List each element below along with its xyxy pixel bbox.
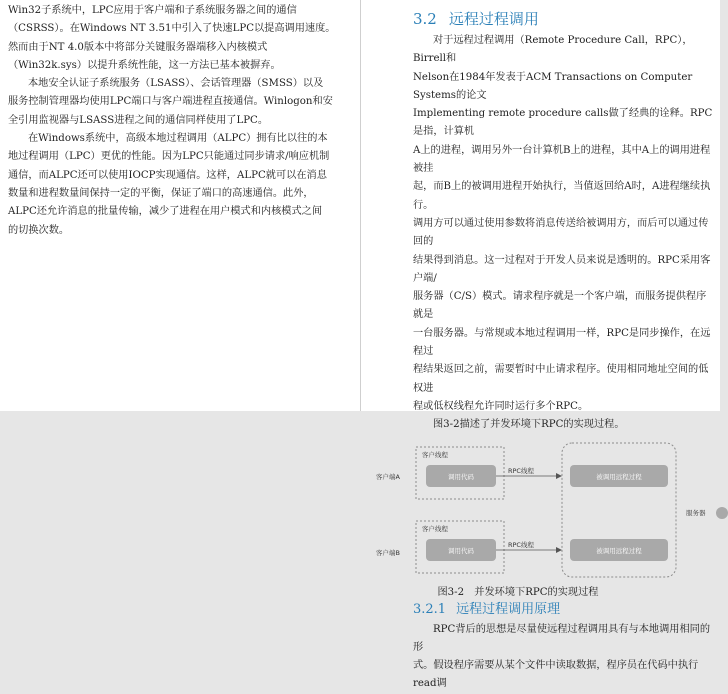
subsection-heading xyxy=(413,599,713,621)
subsection-number: 3.2.1 xyxy=(413,601,447,617)
label-client-thread-a: 客户线程 xyxy=(422,450,448,459)
paragraph-rpc-principle xyxy=(413,621,713,694)
label-client-a: 客户端A xyxy=(376,472,400,481)
text-line: 全引用监视器与LSASS进程之间的通信同样使用了LPC。 xyxy=(8,114,269,126)
text-line: （CSRSS）。在Windows NT 3.51中引入了快速LPC以提高调用速度。 xyxy=(8,23,336,35)
label-rpc-thread-a: RPC线程 xyxy=(508,466,534,475)
text-line: ALPC还允许消息的批量传输，减少了进程在用户模式和内核模式之间 xyxy=(8,206,323,218)
server-icon xyxy=(716,507,728,519)
text-line: 在Windows系统中，高级本地过程调用（ALPC）拥有比以往的本 xyxy=(28,133,328,145)
arrow-head-b xyxy=(556,547,562,553)
label-client-thread-b: 客户线程 xyxy=(422,524,448,533)
paragraph-figure-intro: 图3-2描述了并发环境下RPC的实现过程。 xyxy=(433,419,625,431)
text-line: 结果得到消息。这一过程对于开发人员来说是透明的。RPC采用客户端/ xyxy=(413,254,711,284)
text-line: 本地安全认证子系统服务（LSASS）、会话管理器（SMSS）以及 xyxy=(28,78,324,90)
text-line: Implementing remote procedure calls做了经典的诠释。RPC是指，计算机 xyxy=(413,108,713,138)
figure-rpc-concurrency xyxy=(368,435,728,598)
text-line: 调用方可以通过使用参数将消息传送给被调用方，而后可以通过传回的 xyxy=(413,217,709,248)
label-rpc-thread-b: RPC线程 xyxy=(508,540,534,549)
text-line: 一台服务器。与常规或本地过程调用一样，RPC是同步操作，在远程过 xyxy=(413,327,711,358)
text-line: A上的进程，调用另外一台计算机B上的进程，其中A上的调用进程被挂 xyxy=(413,144,711,175)
text-line: Win32子系统中，LPC应用于客户端和子系统服务器之间的通信 xyxy=(8,5,297,16)
section-title: 远程过程调用 xyxy=(448,10,539,28)
figure-caption: 图3-2 并发环境下RPC的实现过程 xyxy=(437,586,599,598)
left-page xyxy=(0,0,360,411)
text-line: 地过程调用（LPC）更优的性能。因为LPC只能通过同步请求/响应机制 xyxy=(8,151,330,163)
text-line: （Win32k.sys）以提升系统性能，这一方法已基本被摒弃。 xyxy=(8,59,281,71)
text-line: 式。假设程序需要从某个文件中读取数据，程序员在代码中执行read调 xyxy=(413,660,699,690)
label-call-code-b: 调用代码 xyxy=(448,546,474,555)
text-line: 服务控制管理器均使用LPC端口与客户端进程直接通信。Winlogon和安 xyxy=(8,96,333,108)
text-line: 数量和进程数量间保持一定的平衡，保证了端口的高速通信。此外， xyxy=(8,187,314,199)
section-heading xyxy=(413,6,713,32)
text-line: 通信，而ALPC还可以使用IOCP实现通信。这样，ALPC就可以在消息 xyxy=(8,169,327,181)
text-line: 程或低权线程允许同时运行多个RPC。 xyxy=(413,400,589,412)
paragraph-lsass xyxy=(8,75,348,130)
text-line: 然而由于NT 4.0版本中将部分关键服务器端移入内核模式 xyxy=(8,41,268,53)
left-page-text xyxy=(8,2,348,240)
right-page-content xyxy=(376,6,713,694)
label-call-code-a: 调用代码 xyxy=(448,472,474,481)
section-number: 3.2 xyxy=(413,10,437,28)
figure-diagram xyxy=(368,435,728,581)
subsection-title: 远程过程调用原理 xyxy=(456,601,561,617)
text-line: RPC背后的思想是尽量使远程过程调用具有与本地调用相同的形 xyxy=(413,623,711,653)
label-server: 服务器 xyxy=(686,508,706,517)
text-line: 的切换次数。 xyxy=(8,224,70,236)
label-remote-proc-b: 被调用远程过程 xyxy=(596,546,642,555)
text-line: 服务器（C/S）模式。请求程序就是一个客户端，而服务提供程序就是 xyxy=(413,291,707,321)
text-line: 起，而B上的被调用进程开始执行，当值返回给A时，A进程继续执行。 xyxy=(413,181,711,211)
paragraph-alpc xyxy=(8,130,348,240)
label-remote-proc-a: 被调用远程过程 xyxy=(596,472,642,481)
arrow-head-a xyxy=(556,473,562,479)
paragraph-rpc-definition xyxy=(413,32,713,416)
text-line: 对于远程过程调用（Remote Procedure Call，RPC），Birrell和 xyxy=(413,35,693,65)
paragraph-csrss xyxy=(8,2,348,75)
text-line: 程结果返回之前，需要暂时中止请求程序。使用相同地址空间的低权进 xyxy=(413,364,709,394)
right-page xyxy=(361,0,720,690)
label-client-b: 客户端B xyxy=(376,548,400,557)
text-line: Nelson在1984年发表于ACM Transactions on Computer Systems的论文 xyxy=(413,71,693,101)
